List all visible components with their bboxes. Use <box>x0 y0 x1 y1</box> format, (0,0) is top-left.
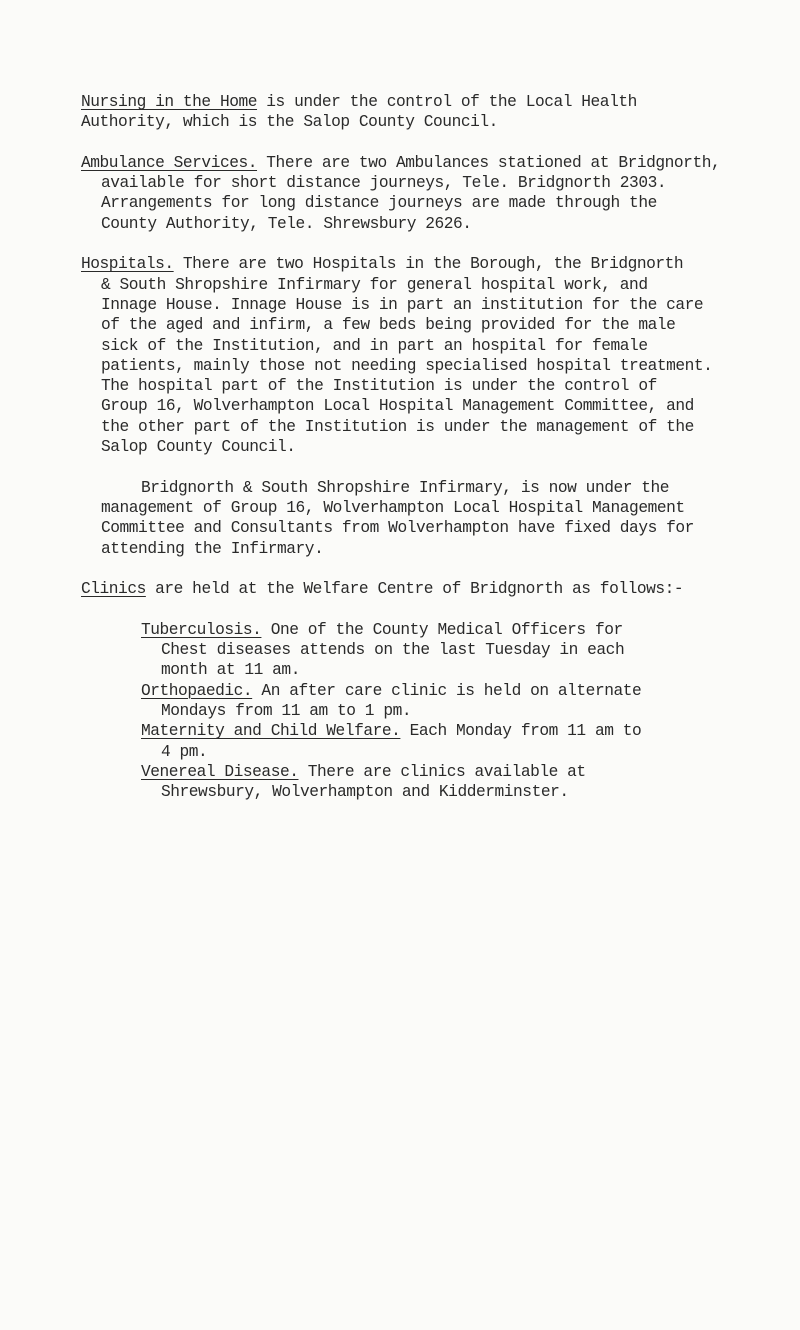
nursing-line-2: Authority, which is the Salop County Council. <box>81 113 498 132</box>
tuberculosis-line-1 <box>141 620 800 640</box>
tuberculosis-line-2: Chest diseases attends on the last Tuesday in each <box>161 641 625 660</box>
orthopaedic-line-2: Mondays from 11 am to 1 pm. <box>161 701 412 720</box>
nursing-heading: Nursing in the Home <box>81 93 258 111</box>
venereal-heading: Venereal Disease. <box>141 762 299 781</box>
hospitals-line: & South Shropshire Infirmary for general hospital work, and <box>101 275 648 294</box>
venereal-line-1 <box>141 762 800 782</box>
clinics-line-1 <box>81 579 800 599</box>
maternity-text: Each Monday from 11 am to <box>400 722 642 741</box>
clinics-heading: Clinics <box>81 580 146 599</box>
hospitals-line: Innage House. Innage House is in part an institution for the care <box>101 295 704 314</box>
venereal-text: There are clinics available at <box>298 762 586 781</box>
infirmary-line: Bridgnorth & South Shropshire Infirmary, is now under the <box>141 478 670 497</box>
infirmary-line: attending the Infirmary. <box>101 539 324 558</box>
hospitals-heading: Hospitals. <box>81 255 174 274</box>
orthopaedic-heading: Orthopaedic. <box>141 681 253 700</box>
maternity-line-1 <box>141 721 800 741</box>
infirmary-line: Committee and Consultants from Wolverhampton have fixed days for <box>101 519 694 538</box>
hospitals-line: Group 16, Wolverhampton Local Hospital Management Committee, and <box>101 397 694 416</box>
ambulance-line-3: Arrangements for long distance journeys are made through the <box>101 194 657 213</box>
ambulance-line-1 <box>81 153 800 173</box>
orthopaedic-line-1 <box>141 681 800 701</box>
ambulance-heading: Ambulance Services. <box>81 153 258 172</box>
tuberculosis-heading: Tuberculosis. <box>141 620 262 639</box>
hospitals-line: of the aged and infirm, a few beds being provided for the male <box>101 316 676 335</box>
venereal-line-2: Shrewsbury, Wolverhampton and Kidderminster. <box>161 783 569 802</box>
nursing-line-1 <box>81 92 800 112</box>
ambulance-line-2: available for short distance journeys, Tele. Bridgnorth 2303. <box>101 174 667 193</box>
hospitals-line: patients, mainly those not needing specialised hospital treatment. <box>101 356 713 375</box>
document-body <box>0 92 800 802</box>
tuberculosis-text: One of the County Medical Officers for <box>261 620 623 639</box>
hospitals-line: sick of the Institution, and in part an hospital for female <box>101 336 648 355</box>
maternity-line-2: 4 pm. <box>161 742 208 761</box>
ambulance-text: There are two Ambulances stationed at Bridgnorth, <box>257 153 721 172</box>
tuberculosis-line-3: month at 11 am. <box>161 661 300 680</box>
hospitals-line: the other part of the Institution is under the management of the <box>101 417 694 436</box>
hospitals-line: The hospital part of the Institution is under the control of <box>101 377 657 396</box>
hospitals-line-1 <box>81 254 800 274</box>
ambulance-line-4: County Authority, Tele. Shrewsbury 2626. <box>101 214 472 233</box>
hospitals-text: There are two Hospitals in the Borough, the Bridgnorth <box>173 255 684 274</box>
infirmary-line: management of Group 16, Wolverhampton Local Hospital Management <box>101 498 685 517</box>
orthopaedic-text: An after care clinic is held on alternate <box>252 681 642 700</box>
hospitals-line: Salop County Council. <box>101 438 296 457</box>
clinics-text: are held at the Welfare Centre of Bridgnorth as follows:- <box>145 580 684 599</box>
maternity-heading: Maternity and Child Welfare. <box>141 722 401 741</box>
nursing-text: is under the control of the Local Health <box>257 93 637 111</box>
